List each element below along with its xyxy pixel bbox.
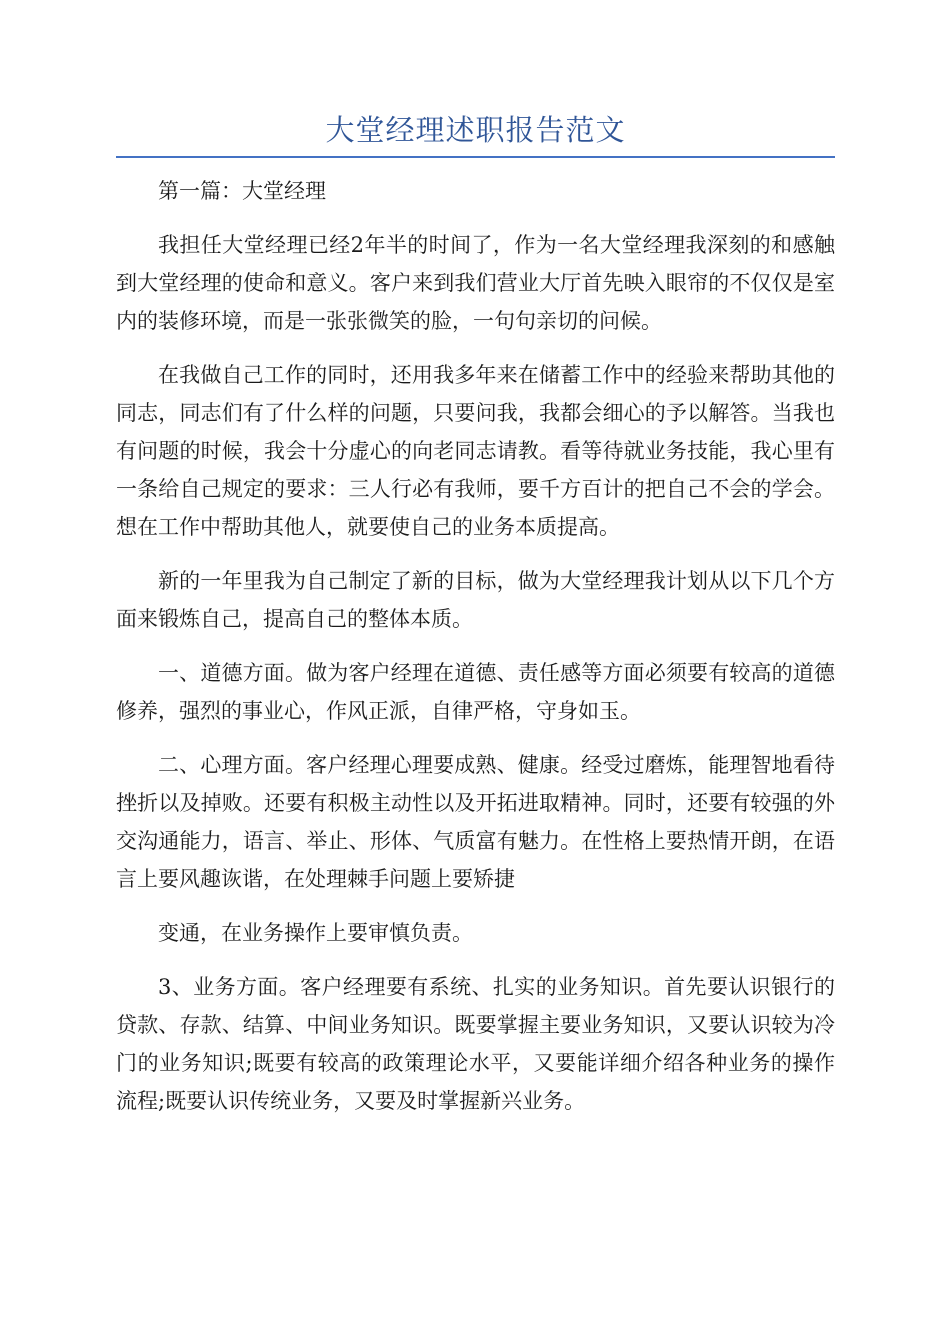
paragraph: 3、业务方面。客户经理要有系统、扎实的业务知识。首先要认识银行的贷款、存款、结算、中间业务知识。既要掌握主要业务知识，又要认识较为冷门的业务知识;既要有较高的政策理论水平，又要能详细介绍各种业务的操作流程;既要认识传统业务，又要及时掌握新兴业务。 bbox=[116, 975, 835, 1113]
paragraph: 一、道德方面。做为客户经理在道德、责任感等方面必须要有较高的道德修养，强烈的事业心，作风正派，自律严格，守身如玉。 bbox=[116, 661, 835, 723]
document-title: 大堂经理述职报告范文 bbox=[325, 113, 626, 147]
title-underline bbox=[116, 156, 835, 158]
paragraph: 变通，在业务操作上要审慎负责。 bbox=[158, 921, 473, 945]
title-block bbox=[116, 108, 835, 158]
paragraph: 新的一年里我为自己制定了新的目标，做为大堂经理我计划从以下几个方面来锻炼自己，提高自己的整体本质。 bbox=[116, 569, 835, 631]
section-heading: 第一篇：大堂经理 bbox=[158, 179, 326, 203]
paragraph: 在我做自己工作的同时，还用我多年来在储蓄工作中的经验来帮助其他的同志，同志们有了什么样的问题，只要问我，我都会细心的予以解答。当我也有问题的时候，我会十分虚心的向老同志请教。看等待就业务技能，我心里有一条给自己规定的要求：三人行必有我师，要千方百计的把自己不会的学会。想在工作中帮助其他人，就要使自己的业务本质提高。 bbox=[116, 363, 835, 539]
document-body bbox=[116, 172, 835, 1136]
paragraph: 我担任大堂经理已经2年半的时间了，作为一名大堂经理我深刻的和感触到大堂经理的使命和意义。客户来到我们营业大厅首先映入眼帘的不仅仅是室内的装修环境，而是一张张微笑的脸，一句句亲切的问候。 bbox=[116, 233, 835, 333]
paragraph: 二、心理方面。客户经理心理要成熟、健康。经受过磨炼，能理智地看待挫折以及掉败。还要有积极主动性以及开拓进取精神。同时，还要有较强的外交沟通能力，语言、举止、形体、气质富有魅力。在性格上要热情开朗，在语言上要风趣诙谐，在处理棘手问题上要矫捷 bbox=[116, 753, 835, 891]
